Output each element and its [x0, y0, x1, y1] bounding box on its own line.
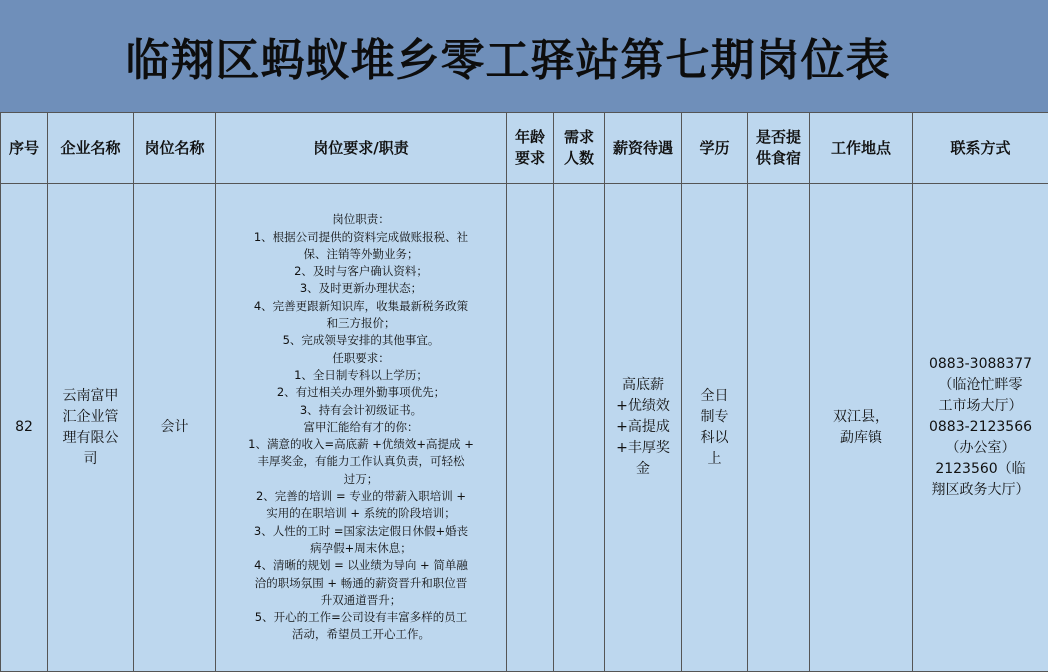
- header-age[interactable]: 年龄要求: [507, 113, 554, 184]
- header-meals[interactable]: 是否提供食宿: [748, 113, 810, 184]
- header-education[interactable]: 学历: [682, 113, 748, 184]
- contact-line: 0883-2123566: [913, 417, 1048, 438]
- cell-company[interactable]: 云南富甲汇企业管理有限公司: [48, 184, 134, 672]
- cell-contact[interactable]: [913, 184, 1048, 672]
- cell-position[interactable]: 会计: [134, 184, 216, 672]
- requirement-line: 实用的在职培训 + 系统的阶段培训；: [220, 505, 502, 522]
- header-location[interactable]: 工作地点: [810, 113, 913, 184]
- requirement-line: 1、满意的收入=高底薪 +优绩效+高提成 +: [220, 436, 502, 453]
- cell-location[interactable]: 双江县，勐库镇: [810, 184, 913, 672]
- header-position[interactable]: 岗位名称: [134, 113, 216, 184]
- contact-line: 2123560（临: [913, 459, 1048, 480]
- requirement-line: 3、持有会计初级证书。: [220, 402, 502, 419]
- cell-count[interactable]: [554, 184, 605, 672]
- requirement-line: 富甲汇能给有才的你：: [220, 419, 502, 436]
- page-title: 临翔区蚂蚁堆乡零工驿站第七期岗位表: [126, 24, 891, 88]
- header-company[interactable]: 企业名称: [48, 113, 134, 184]
- contact-line: （办公室）: [913, 438, 1048, 459]
- title-bar: [0, 0, 1048, 112]
- requirement-line: 保、注销等外勤业务；: [220, 246, 502, 263]
- requirement-line: 2、有过相关办理外勤事项优先；: [220, 384, 502, 401]
- cell-requirements[interactable]: [216, 184, 507, 672]
- requirement-line: 3、人性的工时 =国家法定假日休假+婚丧: [220, 523, 502, 540]
- requirement-line: 3、及时更新办理状态；: [220, 280, 502, 297]
- cell-education[interactable]: 全日制专科以上: [682, 184, 748, 672]
- contact-line: 0883-3088377: [913, 354, 1048, 375]
- requirement-line: 4、清晰的规划 = 以业绩为导向 + 简单融: [220, 557, 502, 574]
- header-salary[interactable]: 薪资待遇: [605, 113, 682, 184]
- requirement-line: 5、开心的工作=公司设有丰富多样的员工: [220, 609, 502, 626]
- contact-line: （临沧忙畔零: [913, 375, 1048, 396]
- requirement-line: 1、全日制专科以上学历；: [220, 367, 502, 384]
- requirement-line: 活动，希望员工开心工作。: [220, 626, 502, 643]
- requirement-line: 任职要求：: [220, 350, 502, 367]
- requirement-line: 丰厚奖金，有能力工作认真负责，可轻松: [220, 453, 502, 470]
- header-requirements[interactable]: 岗位要求/职责: [216, 113, 507, 184]
- job-table: [0, 112, 1048, 672]
- header-row: [1, 113, 1048, 184]
- header-count[interactable]: 需求人数: [554, 113, 605, 184]
- header-seq[interactable]: 序号: [1, 113, 48, 184]
- header-contact[interactable]: 联系方式: [913, 113, 1048, 184]
- requirement-line: 4、完善更跟新知识库，收集最新税务政策: [220, 298, 502, 315]
- requirement-line: 2、完善的培训 = 专业的带薪入职培训 +: [220, 488, 502, 505]
- contact-line: 翔区政务大厅）: [913, 480, 1048, 501]
- contact-line: 工市场大厅）: [913, 396, 1048, 417]
- cell-age[interactable]: [507, 184, 554, 672]
- cell-salary[interactable]: 高底薪+优绩效+高提成 +丰厚奖金: [605, 184, 682, 672]
- requirement-line: 5、完成领导安排的其他事宜。: [220, 332, 502, 349]
- requirement-line: 和三方报价；: [220, 315, 502, 332]
- requirement-line: 升双通道晋升；: [220, 592, 502, 609]
- requirement-line: 1、根据公司提供的资料完成做账报税、社: [220, 229, 502, 246]
- cell-meals[interactable]: [748, 184, 810, 672]
- cell-seq[interactable]: 82: [1, 184, 48, 672]
- requirement-line: 过万；: [220, 471, 502, 488]
- requirement-line: 2、及时与客户确认资料；: [220, 263, 502, 280]
- table-row: [1, 184, 1048, 672]
- requirements-text: [220, 211, 502, 643]
- requirement-line: 洽的职场氛围 + 畅通的薪资晋升和职位晋: [220, 575, 502, 592]
- requirement-line: 病孕假+周末休息；: [220, 540, 502, 557]
- requirement-line: 岗位职责：: [220, 211, 502, 228]
- contact-text: [913, 354, 1048, 501]
